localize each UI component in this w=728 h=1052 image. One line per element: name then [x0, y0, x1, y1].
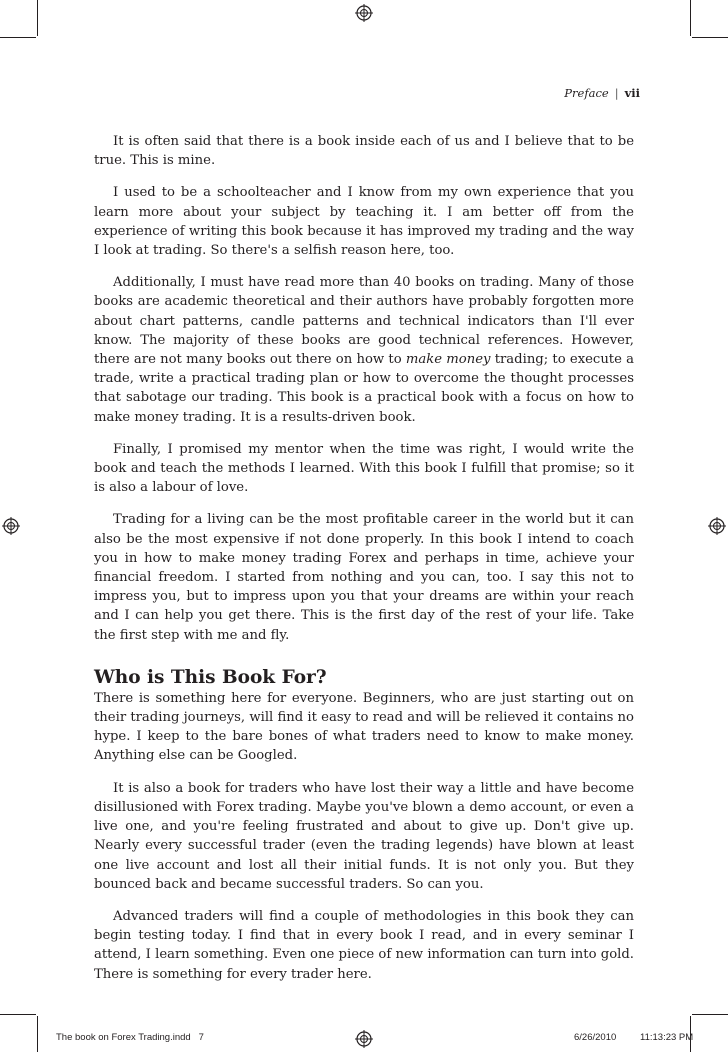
crop-mark-icon [692, 37, 728, 38]
crop-mark-icon [37, 0, 38, 36]
crop-mark-icon [37, 1016, 38, 1052]
paragraph: I used to be a schoolteacher and I know from my own experience that you learn more about your subject by teaching it. I am better off from the experience of writing this book because it has improved my trading and the way I look at trading. So there's a selfish reason here, too. [94, 185, 634, 259]
slug-filename: The book on Forex Trading.indd 7 [56, 1032, 204, 1043]
crop-mark-icon [0, 37, 36, 38]
emphasis-text: make money [405, 352, 491, 368]
running-header-section: Preface [564, 86, 609, 100]
running-header-separator: | [614, 86, 619, 100]
paragraph: Trading for a living can be the most profitable career in the world but it can also be the most expensive if not done properly. In this book I intend to coach you in how to make money trading Forex and perhaps in time, achieve your financial freedom. I started from nothing and you can, too. I say this not to impress you, but to impress upon you that your dreams are within your reach and I can help you get there. This is the first day of the rest of your life. Take the first step with me and fly. [94, 512, 634, 643]
paragraph [94, 273, 634, 427]
registration-mark-icon [2, 517, 20, 535]
paragraph: Finally, I promised my mentor when the time was right, I would write the book and teach the methods I learned. With this book I fulfill that promise; so it is also a labour of love. [94, 441, 634, 496]
page-body [94, 132, 634, 997]
crop-mark-icon [0, 1014, 36, 1015]
running-header [560, 86, 640, 100]
paragraph: There is something here for everyone. Beginners, who are just starting out on their trading journeys, will find it easy to read and will be relieved it contains no hype. I keep to the bare bones of what traders need to know to make money. Anything else can be Googled. [94, 690, 634, 764]
slug-time: 11:13:23 PM [640, 1032, 694, 1043]
paragraph: It is often said that there is a book inside each of us and I believe that to be true. This is mine. [94, 134, 634, 169]
slug-date: 6/26/2010 [574, 1032, 617, 1043]
paragraph-text: trading; to execute a trade, write a practical trading plan or how to overcome the thought processes that sabotage our trading. This book is a practical book with a focus on how to make money trading. It is a results-driven book. [94, 352, 634, 425]
paragraph: It is also a book for traders who have lost their way a little and have become disillusioned with Forex trading. Maybe you've blown a demo account, or even a live one, and you're feeling frustrated and about to give up. Don't give up. Nearly every successful trader (even the trading legends) have blown at least one live account and lost all their initial funds. It is not only you. But they bounced back and became successful traders. So can you. [94, 780, 634, 892]
paragraph-text: Additionally, I must have read more than 40 books on trading. Many of those books are academic theoretical and their authors have probably forgotten more about chart patterns, candle patterns and technical indicators than I'll ever know. The majority of these books are good technical references. However, there are not many books out there on how to [94, 275, 634, 368]
paragraph: Advanced traders will find a couple of methodologies in this book they can begin testing today. I find that in every book I read, and in every seminar I attend, I learn something. Even one piece of new information can turn into gold. There is something for every trader here. [94, 908, 634, 982]
section-heading: Who is This Book For? [94, 666, 327, 688]
page-number: vii [624, 86, 640, 100]
registration-mark-icon [708, 517, 726, 535]
crop-mark-icon [692, 1014, 728, 1015]
registration-mark-icon [355, 4, 373, 22]
registration-mark-icon [355, 1030, 373, 1048]
crop-mark-icon [690, 0, 691, 36]
